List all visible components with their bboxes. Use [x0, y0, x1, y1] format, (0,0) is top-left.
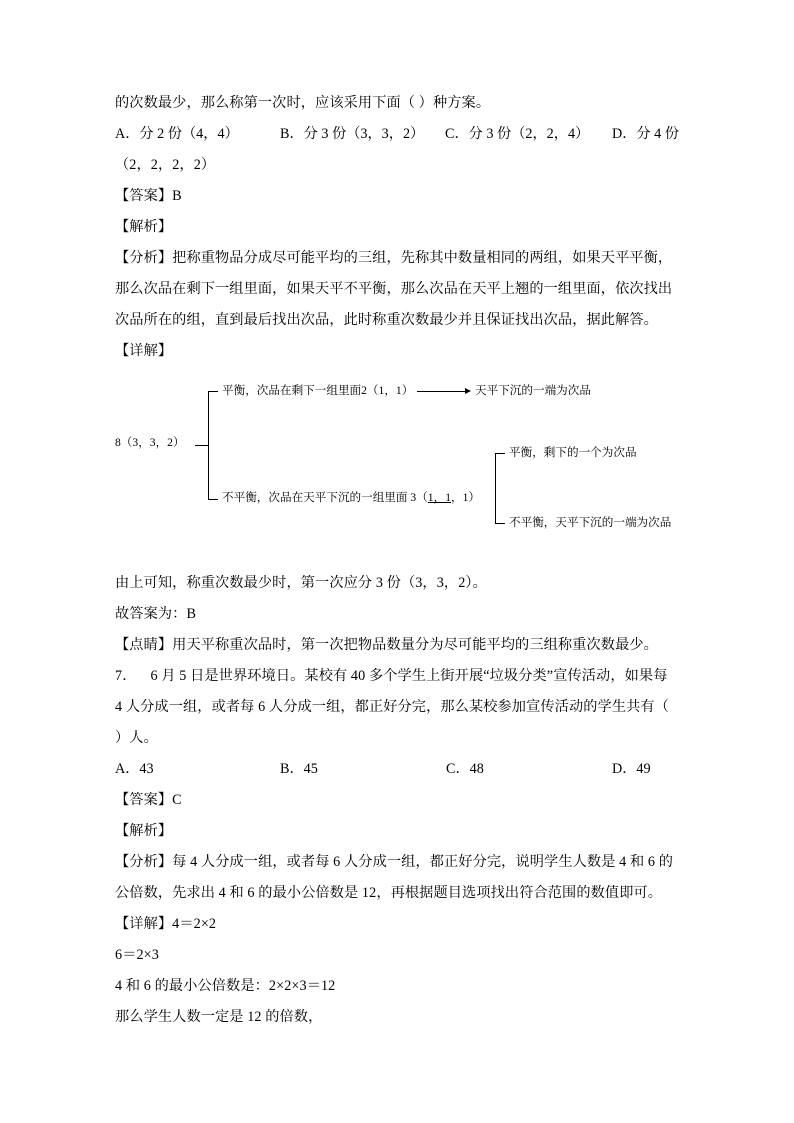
q7-stem-line2: 4 人分成一组，或者每 6 人分成一组，都正好分完，那么某校参加宣传活动的学生共有（: [115, 699, 669, 715]
tree-branch-top-result: 天平下沉的一端为次品: [475, 384, 591, 397]
q6-gu-answer: 故答案为：B: [115, 606, 197, 622]
q7-xiangjie-line1: [115, 909, 682, 940]
q7-xiangjie-label: 【详解】: [115, 916, 173, 932]
q7-answer: [115, 785, 682, 816]
q6-stem: 的次数最少，那么称第一次时，应该采用下面（ ）种方案。: [115, 95, 491, 111]
q6-option-c: C．分 3 份（2，2，4）: [445, 126, 590, 142]
q6-fenxi: [115, 243, 682, 336]
tree-sub-bottom-stub: [495, 523, 505, 524]
q7-stem-line1: [115, 661, 682, 692]
q7-fenxi-text: 每 4 人分成一组，或者每 6 人分成一组，都正好分完，说明学生人数是 4 和 6 的公倍数，先求出 4 和 6 的最小公倍数是 12，再根据题目选项找出符合范围的数值即可。: [115, 854, 674, 901]
q6-answer-value: B: [172, 188, 182, 204]
q7-stem-line3: ）人。: [115, 730, 158, 746]
tree-root-connector: [195, 445, 208, 446]
q6-conclusion: 由上可知，称重次数最少时，第一次应分 3 份（3，3，2）。: [115, 575, 487, 591]
q6-option-d: D．分 4 份: [612, 126, 679, 142]
q7-xiangjie-line3: 4 和 6 的最小公倍数是：2×2×3＝12: [115, 978, 336, 994]
q6-analysis-label: 【解析】: [115, 219, 173, 235]
tree-root-label: 8（3，3，2）: [115, 436, 185, 449]
tree-main-bracket-vline: [208, 391, 209, 499]
tree-sub-top-stub: [495, 453, 505, 454]
tree-main-bottom-stub: [208, 499, 218, 500]
q7-options-row: [115, 754, 682, 785]
q6-dianjing-text: 用天平称重次品时，第一次把物品数量分为尽可能平均的三组称重次数最少。: [172, 637, 658, 653]
q6-dianjing-label: 【点睛】: [115, 637, 173, 653]
q7-option-c: C．48: [446, 761, 484, 777]
q7-option-d: D．49: [612, 761, 651, 777]
q6-option-b: B．分 3 份（3，3，2）: [280, 126, 425, 142]
tree-branch-bottom-label: 不平衡，次品在天平下沉的一组里面 3（1，1，1）: [222, 491, 480, 504]
q7-option-b: B．45: [280, 761, 318, 777]
q7-answer-label: 【答案】: [115, 792, 173, 808]
q6-fenxi-label: 【分析】: [115, 250, 173, 266]
q6-answer-label: 【答案】: [115, 188, 173, 204]
tree-branch-bottom-underline: 1，1: [427, 491, 451, 504]
q7-number: 7．: [115, 668, 137, 684]
q6-options-wrap: （2，2，2，2）: [115, 157, 216, 173]
tree-top-arrow-line: [417, 391, 467, 392]
q6-answer: [115, 181, 682, 212]
q7-xiangjie-line4: 那么学生人数一定是 12 的倍数，: [115, 1009, 323, 1025]
q6-option-a: A．分 2 份（4，4）: [115, 126, 239, 142]
q7-fenxi: [115, 847, 682, 909]
tree-main-top-stub: [208, 391, 218, 392]
q6-options-row: [115, 119, 682, 150]
q7-xiangjie-text1: 4＝2×2: [172, 916, 217, 932]
q6-xiangjie-label: 【详解】: [115, 343, 173, 359]
q7-analysis-label: 【解析】: [115, 823, 173, 839]
q6-dianjing: [115, 630, 682, 661]
q7-option-a: A．43: [115, 761, 154, 777]
tree-branch-top-label: 平衡，次品在剩下一组里面2（1，1）: [222, 384, 414, 397]
q7-answer-value: C: [172, 792, 182, 808]
tree-top-arrow-head: [465, 388, 471, 394]
q7-xiangjie-line2: 6＝2×3: [115, 947, 159, 963]
tree-sub-bracket-vline: [495, 453, 496, 523]
q7-fenxi-label: 【分析】: [115, 854, 173, 870]
q6-fenxi-text: 把称重物品分成尽可能平均的三组，先称其中数量相同的两组，如果天平平衡，那么次品在剩下一组里面，如果天平不平衡，那么次品在天平上翘的一组里面，依次找出次品所在的组，直到最后找出次品，此时称重次数最少并且保证找出次品，据此解答。: [115, 250, 673, 328]
q7-stem-text1: 6 月 5 日是世界环境日。某校有 40 多个学生上街开展“垃圾分类”宣传活动，如果每: [150, 668, 668, 684]
tree-sub-top-label: 平衡，剩下的一个为次品: [509, 446, 637, 459]
q6-tree-diagram: [115, 377, 682, 562]
tree-sub-bottom-label: 不平衡，天平下沉的一端为次品: [509, 516, 672, 529]
